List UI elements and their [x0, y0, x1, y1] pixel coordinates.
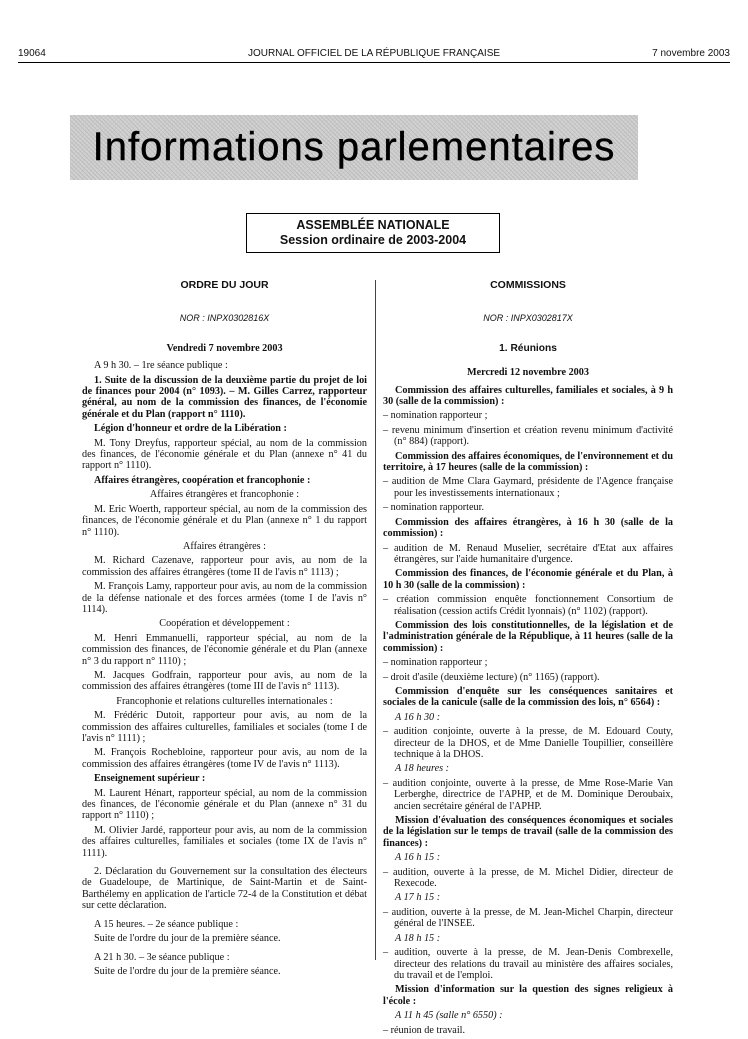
- commission-heading: Commission d'enquête sur les conséquences sanitaires et sociales de la canicule (salle de la commission des lois, n° 6564) :: [383, 685, 673, 709]
- agenda-text: M. Tony Dreyfus, rapporteur spécial, au nom de la commission des finances, de l'économie générale et du Plan (annexe n° 41 du rapport n° 1110).: [82, 437, 367, 472]
- header-rule: [18, 62, 730, 63]
- agenda-text: M. Frédéric Dutoit, rapporteur pour avis, au nom de la commission des affaires culturelles, familiales et sociales (tome I de l'avis n° 1111) ;: [82, 710, 367, 744]
- meeting-time: A 17 h 15 :: [395, 892, 441, 904]
- agenda-subheading: Francophonie et relations culturelles internationales :: [116, 695, 333, 707]
- session-name: Session ordinaire de 2003-2004: [279, 233, 467, 247]
- journal-title: JOURNAL OFFICIEL DE LA RÉPUBLIQUE FRANÇAISE: [247, 48, 501, 59]
- agenda-entry: – audition, ouverte à la presse, de M. Jean-Denis Combrexelle, directeur des relations du travail au ministère des affaires sociales, du travail et de l'emploi.: [383, 947, 673, 981]
- agenda-entry: – réunion de travail.: [383, 1024, 466, 1036]
- commission-heading: Commission des lois constitutionnelles, de la législation et de l'administration générale de la République, à 11 heures (salle de la commission) :: [383, 619, 673, 654]
- commissions-title: COMMISSIONS: [490, 279, 566, 291]
- agenda-item: 1. Suite de la discussion de la deuxième partie du projet de loi de finances pour 2004 (n° 1093). – M. Gilles Carrez, rapporteur général, au nom de la commission des finances, de l'économie générale et du Plan (rapport n° 1110).: [82, 374, 367, 420]
- commission-heading: Commission des affaires économiques, de l'environnement et du territoire, à 17 heures (salle de la commission) :: [383, 450, 673, 474]
- agenda-text: Suite de l'ordre du jour de la première séance.: [94, 933, 281, 945]
- nor-reference: NOR : INPX0302816X: [179, 313, 270, 324]
- nor-reference: NOR : INPX0302817X: [483, 313, 573, 324]
- order-of-day-title: ORDRE DU JOUR: [180, 279, 269, 291]
- right-column: [383, 280, 673, 1039]
- meeting-time: A 16 h 30 :: [395, 711, 441, 723]
- agenda-subheading: Affaires étrangères et francophonie :: [149, 489, 300, 501]
- agenda-text: M. François Lamy, rapporteur pour avis, au nom de la commission de la défense nationale et des forces armées (tome I de l'avis n° 1114).: [82, 581, 367, 615]
- meeting-time: A 11 h 45 (salle n° 6550) :: [395, 1010, 503, 1022]
- agenda-text: M. François Rochebloine, rapporteur pour avis, au nom de la commission des affaires étrangères (tome IV de l'avis n° 1113).: [82, 747, 367, 770]
- commission-heading: Mission d'information sur la question des signes religieux à l'école :: [383, 984, 673, 1007]
- agenda-subheading: Coopération et développement :: [159, 618, 290, 630]
- agenda-entry: – droit d'asile (deuxième lecture) (n° 1165) (rapport).: [383, 671, 600, 683]
- agenda-entry: – nomination rapporteur.: [383, 502, 485, 514]
- agenda-entry: – audition conjointe, ouverte à la presse, de Mme Rose-Marie Van Lerberghe, directrice de l'APHP, et de M. Dominique Deroubaix, ancien secrétaire général de l'APHP.: [383, 777, 673, 812]
- agenda-entry: – nomination rapporteur ;: [383, 410, 488, 422]
- agenda-text: M. Henri Emmanuelli, rapporteur spécial, au nom de la commission des finances, de l'économie générale et du Plan (annexe n° 3 du rapport n° 1110) ;: [82, 632, 367, 667]
- left-column: [82, 280, 367, 980]
- agenda-entry: – revenu minimum d'insertion et création revenu minimum d'activité (n° 884) (rapport).: [383, 424, 673, 448]
- agenda-entry: – audition, ouverte à la presse, de M. Jean-Michel Charpin, directeur général de l'INSEE.: [383, 906, 673, 930]
- meetings-heading: 1. Réunions: [499, 342, 557, 354]
- agenda-entry: – création commission enquête fonctionnement Consortium de réalisation (cession actifs Crédit lyonnais) (n° 1102) (rapport).: [383, 594, 673, 617]
- agenda-text: M. Eric Woerth, rapporteur spécial, au nom de la commission des finances, de l'économie générale et du Plan (annexe n° 1 du rapport n° 1110).: [82, 503, 367, 538]
- session-box: [246, 213, 500, 253]
- meeting-time: A 16 h 15 :: [395, 852, 441, 864]
- agenda-heading: Enseignement supérieur :: [94, 773, 206, 785]
- meeting-time: A 18 h 15 :: [395, 932, 441, 944]
- agenda-text: Suite de l'ordre du jour de la première séance.: [94, 965, 281, 977]
- commission-heading: Commission des affaires étrangères, à 16 h 30 (salle de la commission) :: [383, 516, 673, 540]
- agenda-entry: – audition, ouverte à la presse, de M. Michel Didier, directeur de Rexecode.: [383, 866, 673, 890]
- assembly-name: ASSEMBLÉE NATIONALE: [296, 218, 450, 232]
- agenda-text: M. Laurent Hénart, rapporteur spécial, au nom de la commission des finances, de l'économie générale et du Plan (annexe n° 31 du rapport n° 1110) ;: [82, 787, 367, 822]
- meeting-time: A 18 heures :: [395, 763, 450, 775]
- agenda-text: M. Jacques Godfrain, rapporteur pour avis, au nom de la commission des affaires étrangères (tome III de l'avis n° 1113).: [82, 669, 367, 693]
- issue-date: 7 novembre 2003: [652, 48, 730, 59]
- agenda-subheading: Affaires étrangères :: [183, 540, 266, 552]
- column-divider: [375, 280, 376, 960]
- agenda-item: 2. Déclaration du Gouvernement sur la consultation des électeurs de Guadeloupe, de Martinique, de Saint-Martin et de Saint-Barthélemy en application de l'article 72-4 de la Constitution et débat sur cette déclaration.: [82, 866, 367, 912]
- page-number: 19064: [18, 48, 46, 59]
- agenda-entry: – audition de Mme Clara Gaymard, présidente de l'Agence française pour les investissements internationaux ;: [383, 476, 673, 499]
- agenda-heading: Légion d'honneur et ordre de la Libération :: [94, 423, 287, 435]
- commission-heading: Mission d'évaluation des conséquences économiques et sociales de la législation sur le temps de travail (salle de la commission des finances) :: [383, 815, 673, 849]
- agenda-entry: – nomination rapporteur ;: [383, 657, 488, 669]
- sitting-time: A 21 h 30. – 3e séance publique :: [94, 951, 230, 963]
- meeting-date: Mercredi 12 novembre 2003: [467, 367, 589, 379]
- agenda-text: M. Olivier Jardé, rapporteur pour avis, au nom de la commission des affaires culturelles, familiales et sociales (tome IX de l'avis n° 1111).: [82, 824, 367, 859]
- commission-heading: Commission des affaires culturelles, familiales et sociales, à 9 h 30 (salle de la commission) :: [383, 384, 673, 408]
- commission-heading: Commission des finances, de l'économie générale et du Plan, à 10 h 30 (salle de la commission) :: [383, 568, 673, 591]
- agenda-entry: – audition de M. Renaud Muselier, secrétaire d'Etat aux affaires étrangères, sur l'aide humanitaire d'urgence.: [383, 542, 673, 565]
- section-banner: [70, 115, 638, 180]
- sitting-date: Vendredi 7 novembre 2003: [166, 342, 283, 354]
- sitting-time: A 9 h 30. – 1re séance publique :: [94, 360, 228, 372]
- agenda-entry: – audition conjointe, ouverte à la presse, de M. Edouard Couty, directeur de la DHOS, et de Mme Danielle Toupillier, conseillère technique à la DHOS.: [383, 726, 673, 760]
- agenda-text: M. Richard Cazenave, rapporteur pour avis, au nom de la commission des affaires étrangères (tome II de l'avis n° 1113) ;: [82, 555, 367, 578]
- banner-title: Informations parlementaires: [92, 125, 616, 169]
- sitting-time: A 15 heures. – 2e séance publique :: [94, 918, 239, 930]
- agenda-heading: Affaires étrangères, coopération et francophonie :: [94, 474, 311, 486]
